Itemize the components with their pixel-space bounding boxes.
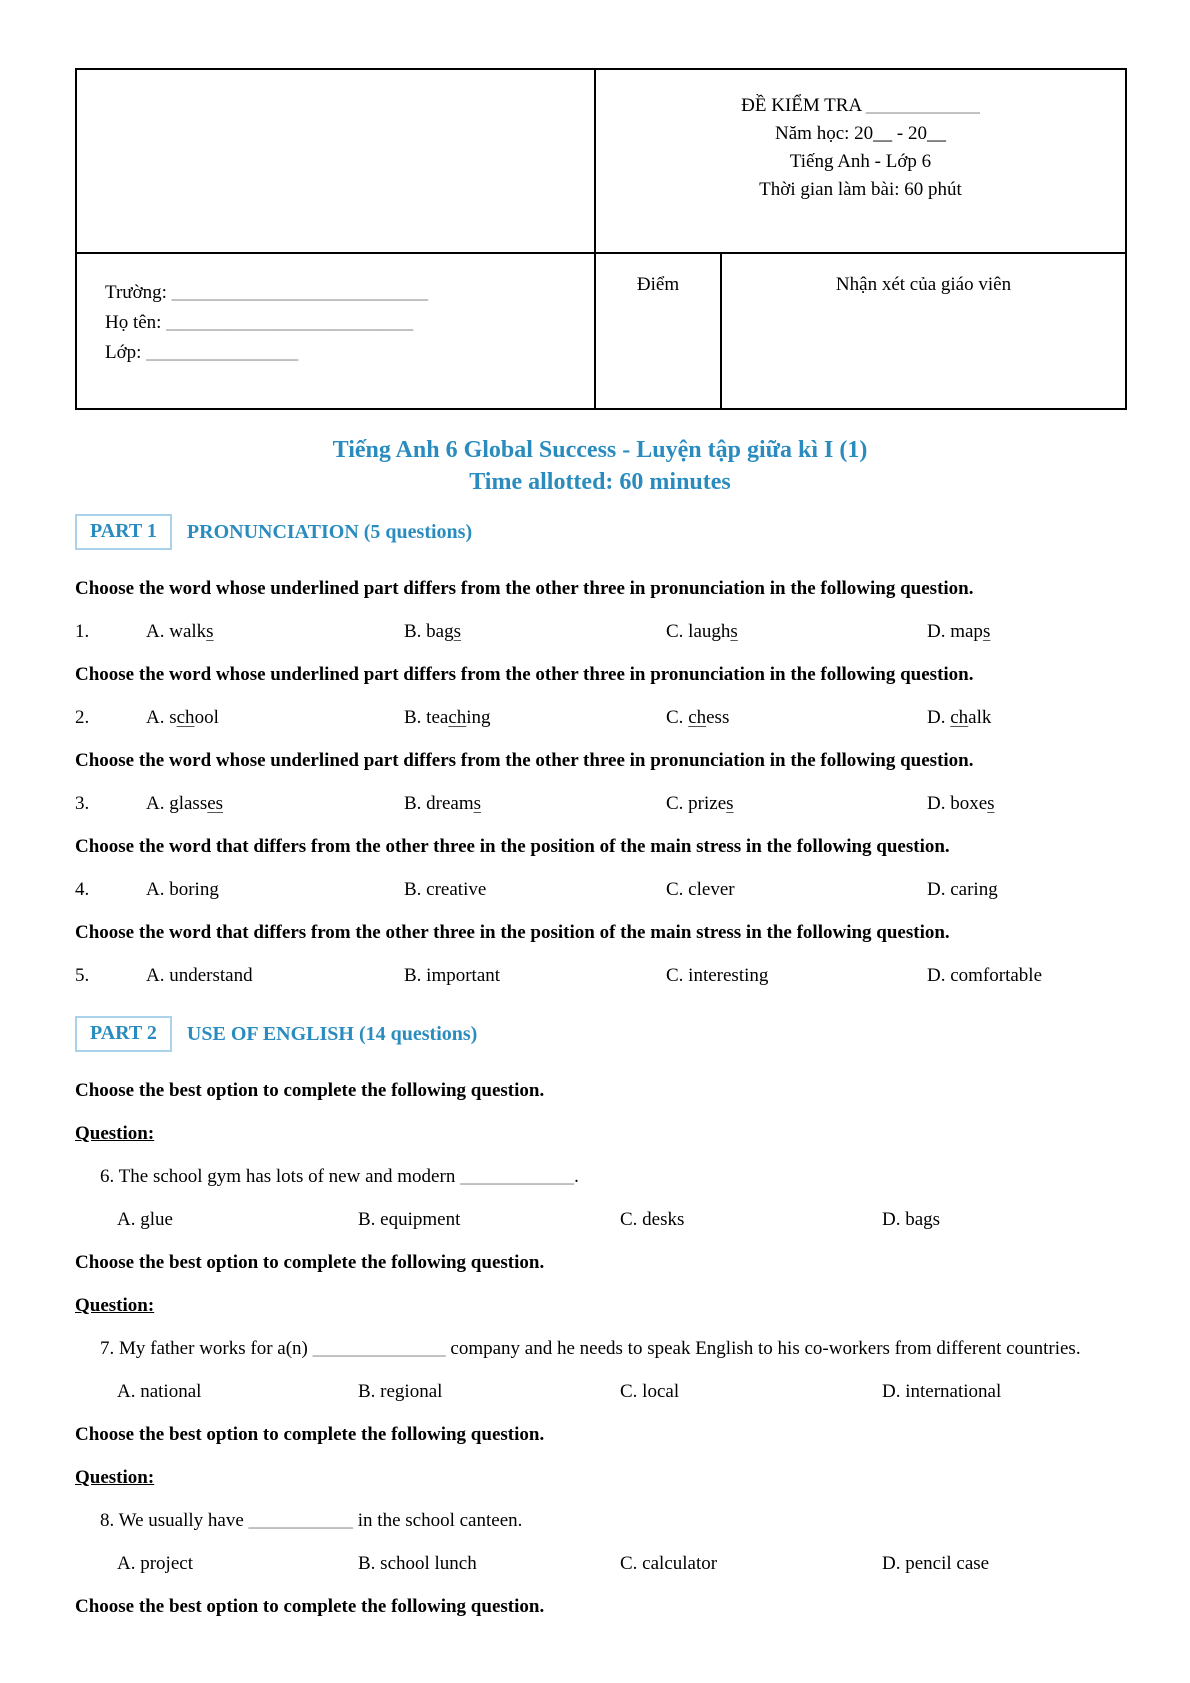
part2-heading: USE OF ENGLISH (14 questions)	[186, 1022, 478, 1045]
q2-d-underlined: ch	[950, 707, 969, 728]
instruction-q2: Choose the word whose underlined part differs from the other three in pronunciation in the following question.	[75, 664, 974, 685]
q4-option-b	[404, 878, 666, 902]
q4-option-c	[666, 878, 927, 902]
title-line-1: Tiếng Anh 6 Global Success - Luyện tập giữa kì I (1)	[332, 437, 868, 463]
q1-b-underlined: s	[453, 621, 462, 642]
q3-b-underlined: s	[473, 793, 482, 814]
q5-c-pre: C. interesting	[666, 965, 769, 986]
q3-b-pre: B. dream	[404, 793, 474, 814]
q4-option-d	[927, 878, 1125, 902]
part1-header	[75, 514, 1125, 550]
q2-c-underlined: ch	[688, 707, 707, 728]
question-8-options	[117, 1552, 1125, 1576]
instruction-q8: Choose the best option to complete the following question.	[75, 1424, 545, 1445]
header-empty-cell	[76, 69, 595, 253]
question-6-options	[117, 1208, 1125, 1232]
question-3-row	[75, 792, 1125, 816]
question-4-number: 4.	[75, 879, 90, 900]
subject-line: Tiếng Anh - Lớp 6	[789, 151, 932, 172]
q3-d-underlined: s	[987, 793, 995, 814]
q4-b-pre: B. creative	[404, 879, 487, 900]
q4-a-pre: A. boring	[146, 879, 219, 900]
q5-option-a	[146, 964, 404, 988]
question-8-text	[100, 1509, 1125, 1533]
question-2-row	[75, 706, 1125, 730]
q8-option-a: A. project	[117, 1553, 193, 1574]
q3-option-b	[404, 792, 666, 816]
q1-option-b	[404, 620, 666, 644]
q1-c-underlined: s	[730, 621, 738, 642]
part1-heading: PRONUNCIATION (5 questions)	[186, 520, 473, 543]
question-4-row	[75, 878, 1125, 902]
q1-option-d	[927, 620, 1125, 644]
q4-c-pre: C. clever	[666, 879, 735, 900]
q8-option-c: C. calculator	[620, 1553, 718, 1574]
q2-a-underlined: ch	[176, 707, 195, 728]
question-label-q6: Question:	[75, 1123, 155, 1144]
question-7-options	[117, 1380, 1125, 1404]
score-cell	[595, 253, 721, 409]
q2-c-pre: C.	[666, 707, 689, 728]
q5-option-b	[404, 964, 666, 988]
question-5-row	[75, 964, 1125, 988]
q8-text-pre: 8. We usually have	[100, 1510, 249, 1531]
instruction-q4: Choose the word that differs from the other three in the position of the main stress in the following question.	[75, 836, 950, 857]
question-1-number: 1.	[75, 621, 90, 642]
question-5-number: 5.	[75, 965, 90, 986]
q6-text-pre: 6. The school gym has lots of new and modern	[100, 1166, 461, 1187]
q5-option-c	[666, 964, 927, 988]
question-3-number: 3.	[75, 793, 90, 814]
q7-text-post: company and he needs to speak English to his co-workers from different countries.	[445, 1338, 1081, 1359]
question-7-text	[100, 1337, 1125, 1361]
name-line	[105, 308, 594, 338]
q1-option-c	[666, 620, 927, 644]
q2-d-pre: D.	[927, 707, 951, 728]
school-year-line: Năm học: 20__ - 20__	[775, 123, 946, 144]
part2-label-box: PART 2	[75, 1016, 172, 1052]
student-info-cell	[76, 253, 595, 409]
q3-option-c	[666, 792, 927, 816]
instruction-q3: Choose the word whose underlined part differs from the other three in pronunciation in the following question.	[75, 750, 974, 771]
q6-option-d: D. bags	[882, 1209, 941, 1230]
q2-a-post: ool	[194, 707, 219, 728]
q2-option-c	[666, 706, 927, 730]
q6-option-a: A. glue	[117, 1209, 173, 1230]
question-2-number: 2.	[75, 707, 90, 728]
header-row-bottom	[76, 253, 1126, 409]
class-line	[105, 338, 594, 368]
q6-blank: ____________	[460, 1166, 575, 1187]
title-line-2: Time allotted: 60 minutes	[469, 469, 731, 495]
q1-option-a	[146, 620, 404, 644]
q8-blank: ___________	[248, 1510, 354, 1531]
q3-c-underlined: s	[726, 793, 734, 814]
q2-a-pre: A. s	[146, 707, 177, 728]
q3-a-pre: A. glass	[146, 793, 208, 814]
exam-info-cell	[595, 69, 1126, 253]
instruction-q6: Choose the best option to complete the following question.	[75, 1080, 545, 1101]
q8-option-d: D. pencil case	[882, 1553, 990, 1574]
score-label: Điểm	[636, 274, 680, 295]
header-table	[75, 68, 1127, 410]
q3-c-pre: C. prize	[666, 793, 727, 814]
class-label: Lớp:	[105, 342, 147, 363]
q6-option-c: C. desks	[620, 1209, 685, 1230]
q1-a-underlined: s	[206, 621, 214, 642]
part1-label-box: PART 1	[75, 514, 172, 550]
q3-option-d	[927, 792, 1125, 816]
q1-b-pre: B. bag	[404, 621, 454, 642]
q1-a-pre: A. walk	[146, 621, 207, 642]
q8-option-b: B. school lunch	[358, 1553, 477, 1574]
q2-b-post: ing	[466, 707, 491, 728]
q5-b-pre: B. important	[404, 965, 501, 986]
q5-d-pre: D. comfortable	[927, 965, 1043, 986]
instruction-q1: Choose the word whose underlined part differs from the other three in pronunciation in the following question.	[75, 578, 974, 599]
trailing-instruction: Choose the best option to complete the following question.	[75, 1596, 545, 1617]
q7-option-c: C. local	[620, 1381, 680, 1402]
header-row-top	[76, 69, 1126, 253]
q2-option-d	[927, 706, 1125, 730]
q2-d-post: alk	[968, 707, 992, 728]
exam-title-line	[596, 92, 1125, 120]
q2-b-underlined: ch	[448, 707, 467, 728]
comment-label: Nhận xét của giáo viên	[835, 274, 1012, 295]
question-1-row	[75, 620, 1125, 644]
q7-option-d: D. international	[882, 1381, 1002, 1402]
name-blank: __________________________	[166, 312, 414, 333]
q6-option-b: B. equipment	[358, 1209, 461, 1230]
q1-d-underlined: s	[982, 621, 991, 642]
class-blank: ________________	[146, 342, 299, 363]
q3-d-pre: D. boxe	[927, 793, 988, 814]
q8-text-post: in the school canteen.	[353, 1510, 523, 1531]
q4-d-pre: D. caring	[927, 879, 998, 900]
school-blank: ___________________________	[171, 282, 429, 303]
q4-option-a	[146, 878, 404, 902]
q5-option-d	[927, 964, 1125, 988]
instruction-q7: Choose the best option to complete the following question.	[75, 1252, 545, 1273]
q5-a-pre: A. understand	[146, 965, 253, 986]
school-label: Trường:	[105, 282, 172, 303]
q7-option-a: A. national	[117, 1381, 202, 1402]
duration-line: Thời gian làm bài: 60 phút	[759, 179, 962, 200]
question-6-text	[100, 1165, 1125, 1189]
q1-d-pre: D. map	[927, 621, 983, 642]
page-title	[75, 434, 1125, 498]
q2-option-b	[404, 706, 666, 730]
q3-a-underlined: es	[207, 793, 224, 814]
q7-option-b: B. regional	[358, 1381, 443, 1402]
school-line	[105, 278, 594, 308]
question-label-q8: Question:	[75, 1467, 155, 1488]
comment-cell	[721, 253, 1126, 409]
q2-option-a	[146, 706, 404, 730]
q2-c-post: ess	[706, 707, 730, 728]
name-label: Họ tên:	[105, 312, 167, 333]
q7-blank: ______________	[312, 1338, 446, 1359]
q7-text-pre: 7. My father works for a(n)	[100, 1338, 313, 1359]
q2-b-pre: B. tea	[404, 707, 449, 728]
question-label-q7: Question:	[75, 1295, 155, 1316]
q1-c-pre: C. laugh	[666, 621, 731, 642]
exam-title-blank: ____________	[865, 95, 980, 116]
instruction-q5: Choose the word that differs from the other three in the position of the main stress in the following question.	[75, 922, 950, 943]
part2-header	[75, 1016, 1125, 1052]
exam-title-label: ĐỀ KIỂM TRA	[741, 95, 866, 116]
q3-option-a	[146, 792, 404, 816]
q6-text-post: .	[574, 1166, 579, 1187]
